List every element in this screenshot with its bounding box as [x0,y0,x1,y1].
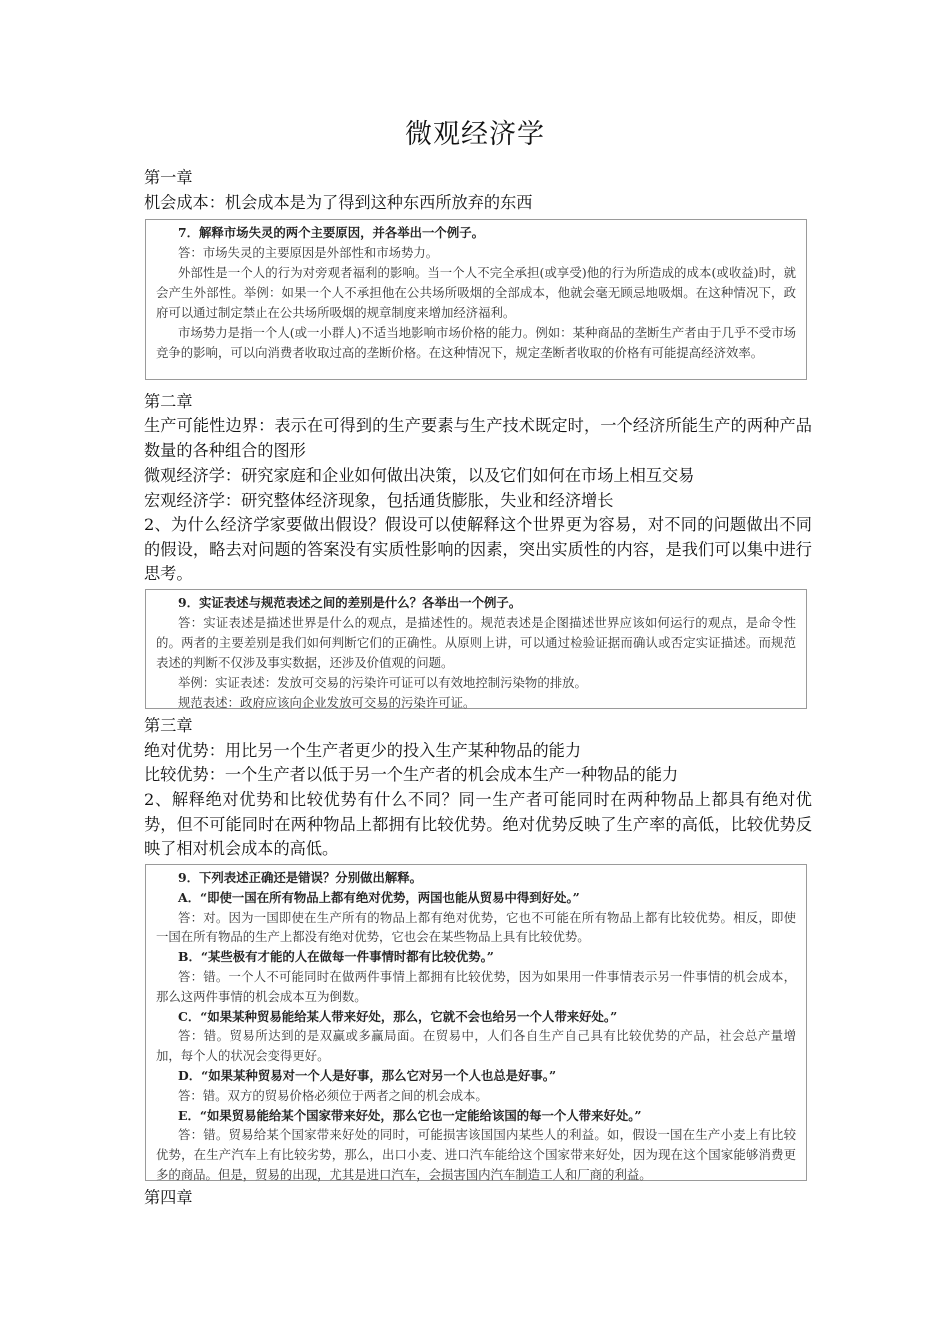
excerpt-answer: 市场势力是指一个人(或一小群人)不适当地影响市场价格的能力。例如：某种商品的垄断生产者由于几乎不受市场竞争的影响，可以向消费者收取过高的垄断价格。在这种情况下，规定垄断者收取的价格有可能提高经济效率。 [156,325,796,360]
excerpt-question: 7．解释市场失灵的两个主要原因，并各举出一个例子。 [178,225,484,240]
chapter-1-heading: 第一章 [144,168,193,187]
excerpt-box-true-false [145,864,807,1181]
comparative-advantage-definition: 比较优势：一个生产者以低于另一个生产者的机会成本生产一种物品的能力 [144,765,679,784]
chapter-3-heading: 第三章 [144,716,193,735]
assumption-question: 2、为什么经济学家要做出假设？假设可以使解释这个世界更为容易，对不同的问题做出不同的假设，略去对问题的答案没有实质性影响的因素，突出实质性的内容，是我们可以集中进行思考。 [144,515,812,584]
statement-d: D．“如果某种贸易对一个人是好事，那么它对另一个人也总是好事。” [178,1067,557,1083]
statement-a: A．“即使一国在所有物品上都有绝对优势，两国也能从贸易中得到好处。” [178,889,580,905]
macroeconomics-definition: 宏观经济学：研究整体经济现象，包括通货膨胀，失业和经济增长 [144,491,614,510]
ppf-definition: 生产可能性边界：表示在可得到的生产要素与生产技术既定时，一个经济所能生产的两种产品数量的各种组合的图形 [144,416,812,460]
answer-a: 答：对。因为一国即使在生产所有的物品上都有绝对优势，它也不可能在所有物品上都有比较优势。相反，即使一国在所有物品的生产上都没有绝对优势，它也会在某些物品上具有比较优势。 [156,909,796,945]
absolute-advantage-definition: 绝对优势：用比另一个生产者更少的投入生产某种物品的能力 [144,741,582,760]
excerpt-answer: 举例：实证表述：发放可交易的污染许可证可以有效地控制污染物的排放。 [178,675,587,690]
answer-c: 答：错。贸易所达到的是双赢或多赢局面。在贸易中，人们各自生产自己具有比较优势的产品，社会总产量增加，每个人的状况会变得更好。 [156,1028,796,1064]
excerpt-box-positive-normative [145,589,807,709]
excerpt-answer: 规范表述：政府应该向企业发放可交易的污染许可证。 [178,695,476,710]
microeconomics-definition: 微观经济学：研究家庭和企业如何做出决策，以及它们如何在市场上相互交易 [144,466,695,485]
chapter-2-heading: 第二章 [144,392,193,411]
chapter-4-heading: 第四章 [144,1188,193,1207]
excerpt-box-market-failure [145,219,807,380]
statement-b: B．“某些极有才能的人在做每一件事情时都有比较优势。” [178,949,494,965]
excerpt-question: 9．下列表述正确还是错误？分别做出解释。 [178,870,423,885]
excerpt-question: 9．实证表述与规范表述之间的差别是什么？各举出一个例子。 [178,595,522,610]
answer-e: 答：错。贸易给某个国家带来好处的同时，可能损害该国国内某些人的利益。如，假设一国在生产小麦上有比较优势，在生产汽车上有比较劣势，那么，出口小麦、进口汽车能给这个国家带来好处，因为现在这个国家能够消费更多的商品。但是，贸易的出现，尤其是进口汽车，会损害国内汽车制造工人和厂商的利益。 [156,1127,796,1182]
page-title: 微观经济学 [405,119,545,150]
excerpt-answer: 外部性是一个人的行为对旁观者福利的影响。当一个人不完全承担(或享受)他的行为所造成的成本(或收益)时，就会产生外部性。举例：如果一个人不承担他在公共场所吸烟的全部成本，他就会毫无顾忌地吸烟。在这种情况下，政府可以通过制定禁止在公共场所吸烟的规章制度来增加经济福利。 [156,265,796,320]
statement-c: C．“如果某种贸易能给某人带来好处，那么，它就不会也给另一个人带来好处。” [178,1008,618,1024]
answer-b: 答：错。一个人不可能同时在做两件事情上都拥有比较优势，因为如果用一件事情表示另一件事情的机会成本，那么这两件事情的机会成本互为倒数。 [156,968,796,1004]
answer-d: 答：错。双方的贸易价格必须位于两者之间的机会成本。 [178,1087,488,1103]
opportunity-cost-definition: 机会成本：机会成本是为了得到这种东西所放弃的东西 [144,193,533,212]
excerpt-answer: 答：市场失灵的主要原因是外部性和市场势力。 [178,245,439,260]
advantage-question: 2、解释绝对优势和比较优势有什么不同？同一生产者可能同时在两种物品上都具有绝对优势，但不可能同时在两种物品上都拥有比较优势。绝对优势反映了生产率的高低，比较优势反映了相对机会成本的高低。 [144,790,812,859]
statement-e: E．“如果贸易能给某个国家带来好处，那么它也一定能给该国的每一个人带来好处。” [178,1107,642,1123]
excerpt-answer: 答：实证表述是描述世界是什么的观点，是描述性的。规范表述是企图描述世界应该如何运行的观点，是命令性的。两者的主要差别是我们如何判断它们的正确性。从原则上讲，可以通过检验证据而确认或否定实证描述。而规范表述的判断不仅涉及事实数据，还涉及价值观的问题。 [156,615,796,670]
